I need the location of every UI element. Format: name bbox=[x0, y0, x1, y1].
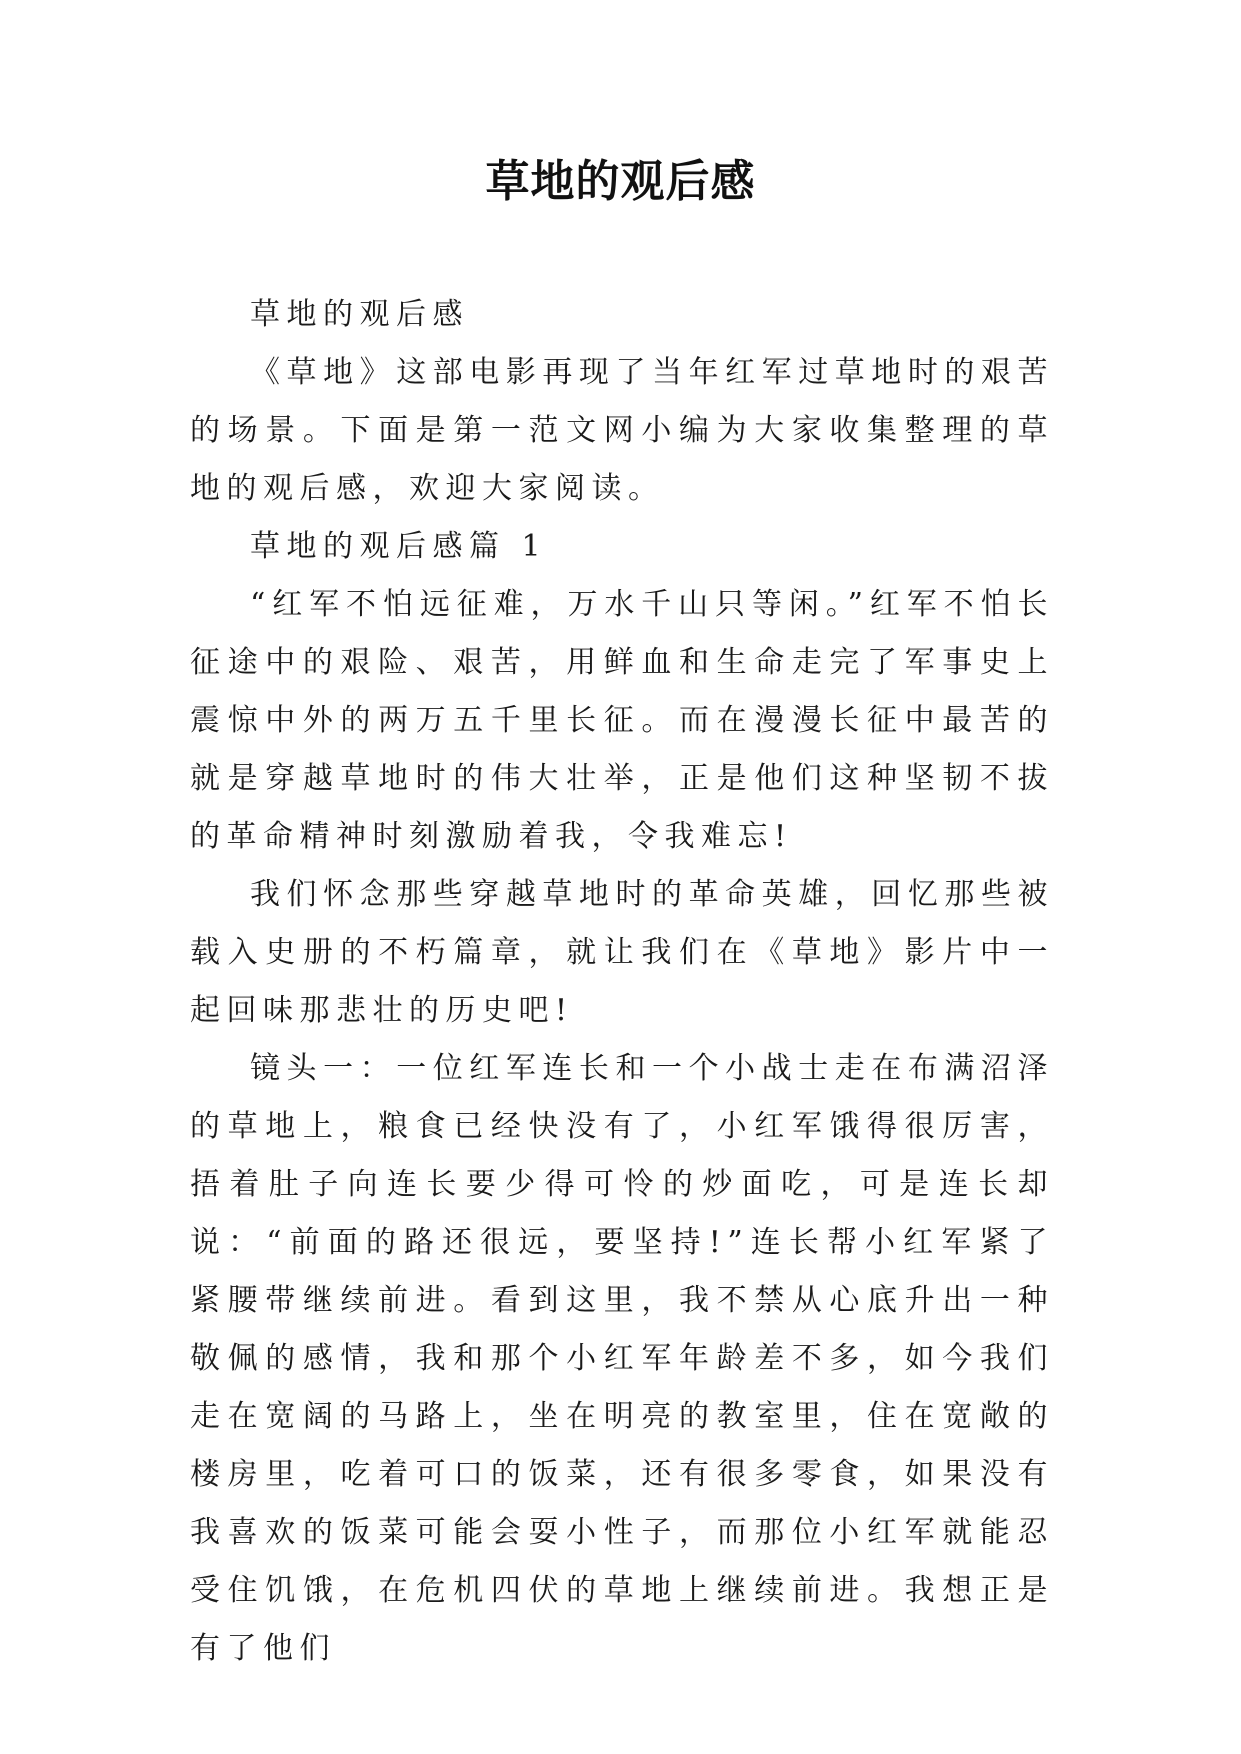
paragraph-body: “红军不怕远征难，万水千山只等闲。”红军不怕长征途中的艰险、艰苦，用鲜血和生命走完了军事史上震惊中外的两万五千里长征。而在漫漫长征中最苦的就是穿越草地时的伟大壮举，正是他们这种坚韧不拔的革命精神时刻激励着我，令我难忘! bbox=[190, 587, 1054, 854]
paragraph-subtitle: 草地的观后感 bbox=[250, 297, 469, 332]
paragraph-body: 镜头一：一位红军连长和一个小战士走在布满沼泽的草地上，粮食已经快没有了，小红军饿得很厉害，捂着肚子向连长要少得可怜的炒面吃，可是连长却说：“前面的路还很远，要坚持!”连长帮小红军紧了紧腰带继续前进。看到这里，我不禁从心底升出一种敬佩的感情，我和那个小红军年龄差不多，如今我们走在宽阔的马路上，坐在明亮的教室里，住在宽敞的楼房里，吃着可口的饭菜，还有很多零食，如果没有我喜欢的饭菜可能会耍小性子，而那位小红军就能忍受住饥饿，在危机四伏的草地上继续前进。我想正是有了他们 bbox=[190, 1051, 1054, 1666]
paragraph-section-heading: 草地的观后感篇 1 bbox=[250, 529, 548, 564]
document-title: 草地的观后感 bbox=[485, 156, 756, 207]
paragraph-body: 我们怀念那些穿越草地时的革命英雄，回忆那些被载入史册的不朽篇章，就让我们在《草地》影片中一起回味那悲壮的历史吧! bbox=[190, 877, 1054, 1028]
document-body bbox=[190, 286, 1054, 1678]
paragraph-intro: 《草地》这部电影再现了当年红军过草地时的艰苦的场景。下面是第一范文网小编为大家收集整理的草地的观后感，欢迎大家阅读。 bbox=[190, 355, 1054, 506]
